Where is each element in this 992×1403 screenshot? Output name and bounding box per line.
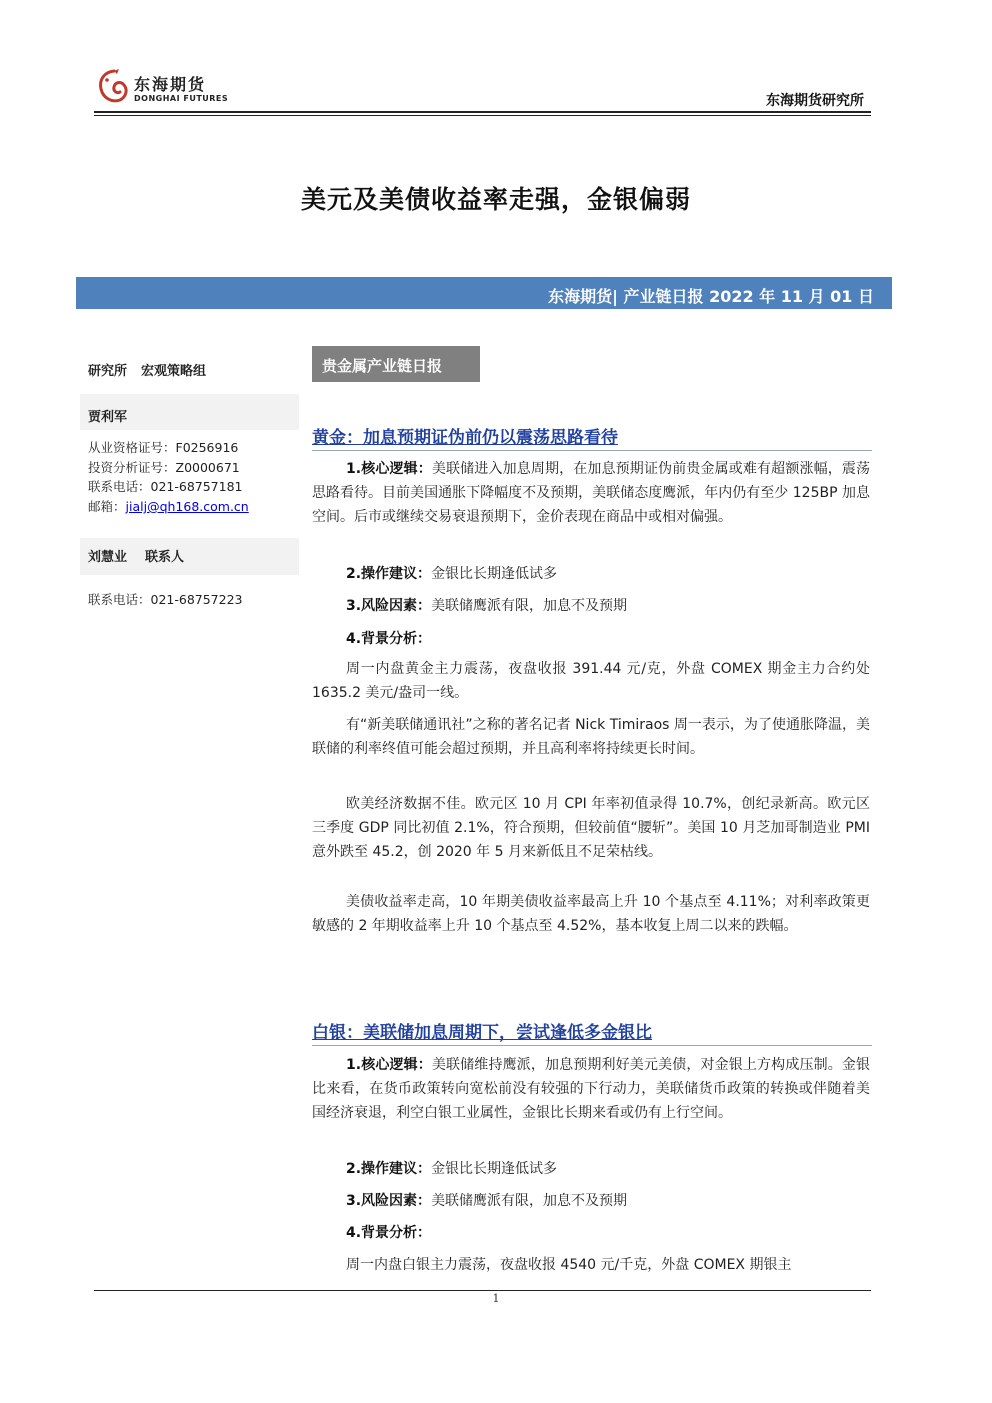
contact-phone: 联系电话：021-68757223 — [88, 592, 243, 607]
footer-divider — [94, 1290, 871, 1291]
silver-core-logic-label: 1.核心逻辑： — [346, 1057, 432, 1073]
silver-background-para-1: 周一内盘白银主力震荡，夜盘收报 4540 元/千克，外盘 COMEX 期银主 — [346, 1257, 792, 1273]
gold-risk-label: 3.风险因素： — [346, 598, 432, 614]
dragon-logo-icon — [96, 68, 132, 106]
analyst-phone: 联系电话：021-68757181 — [88, 479, 243, 494]
silver-risk — [346, 1190, 627, 1210]
analyst-email-row — [88, 497, 249, 515]
banner-text: 东海期货| 产业链日报 2022 年 11 月 01 日 — [548, 287, 874, 306]
company-logo — [96, 66, 236, 110]
gold-core-logic — [312, 457, 870, 529]
silver-section-title: 白银：美联储加息周期下，尝试逢低多金银比 — [312, 1023, 652, 1043]
silver-advice-text: 金银比长期逢低试多 — [431, 1161, 558, 1177]
gold-advice — [346, 563, 557, 583]
logo-text-en: DONGHAI FUTURES — [134, 94, 229, 103]
email-label: 邮箱： — [88, 499, 126, 514]
gold-section-rule — [312, 450, 872, 451]
gold-risk — [346, 595, 627, 615]
gold-background-para-4: 美债收益率走高，10 年期美债收益率最高上升 10 个基点至 4.11%；对利率政策更敏感的 2 年期收益率上升 10 个基点至 4.52%，基本收复上周二以来的跌幅。 — [312, 894, 870, 934]
dept-group: 宏观策略组 — [141, 364, 207, 379]
gold-background-para-2: 有“新美联储通讯社”之称的著名记者 Nick Timiraos 周一表示，为了使通胀降温，美联储的利率终值可能会超过预期，并且高利率将持续更长时间。 — [312, 717, 870, 757]
page-number: 1 — [492, 1292, 500, 1305]
gold-advice-text: 金银比长期逢低试多 — [431, 566, 558, 582]
gold-core-logic-label: 1.核心逻辑： — [346, 461, 432, 477]
gold-core-logic-text: 美联储进入加息周期，在加息预期证伪前贵金属或难有超额涨幅，震荡思路看待。目前美国通胀下降幅度不及预期，美联储态度鹰派，年内仍有至少 125BP 加息空间。后市或继续交易衰退预期下，金价表现在商品中或相对偏强。 — [312, 461, 871, 525]
contact-name: 刘慧业 — [88, 550, 128, 565]
logo-text-cn: 东海期货 — [134, 75, 207, 94]
gold-risk-text: 美联储鹰派有限，加息不及预期 — [431, 598, 628, 614]
silver-risk-text: 美联储鹰派有限，加息不及预期 — [431, 1193, 628, 1209]
gold-advice-label: 2.操作建议： — [346, 566, 432, 582]
section-tag — [312, 346, 480, 382]
report-title: 美元及美债收益率走强，金银偏弱 — [300, 185, 691, 214]
gold-section-title: 黄金：加息预期证伪前仍以震荡思路看待 — [312, 428, 618, 448]
silver-section-rule — [312, 1045, 872, 1046]
header-divider — [94, 111, 871, 113]
email-link[interactable]: jialj@qh168.com.cn — [125, 499, 249, 514]
contact-role: 联系人 — [145, 550, 185, 565]
silver-core-logic-text: 美联储维持鹰派，加息预期利好美元美债，对金银上方构成压制。金银比来看，在货币政策转向宽松前没有较强的下行动力，美联储货币政策的转换或伴随着美国经济衰退，利空白银工业属性，金银比长期来看或仍有上行空间。 — [312, 1057, 871, 1121]
gold-background-para-1: 周一内盘黄金主力震荡，夜盘收报 391.44 元/克，外盘 COMEX 期金主力合约处 1635.2 美元/盎司一线。 — [312, 661, 870, 701]
section-tag-label: 贵金属产业链日报 — [322, 357, 443, 375]
silver-advice-label: 2.操作建议： — [346, 1161, 432, 1177]
institute-name: 东海期货研究所 — [766, 93, 864, 109]
dept-name: 研究所 — [88, 364, 128, 379]
gold-background-para-3: 欧美经济数据不佳。欧元区 10 月 CPI 年率初值录得 10.7%，创纪录新高。欧元区三季度 GDP 同比初值 2.1%，符合预期，但较前值“腰斩”。美国 10 月芝加哥制造业 PMI 意外跌至 45.2，创 2020 年 5 月来新低且不足荣枯线。 — [312, 796, 870, 860]
silver-advice — [346, 1158, 557, 1178]
silver-risk-label: 3.风险因素： — [346, 1193, 432, 1209]
header-divider-thin — [94, 115, 871, 116]
silver-core-logic — [312, 1053, 870, 1125]
report-banner — [76, 277, 892, 309]
analyst-name: 贾利军 — [88, 410, 128, 425]
qualification-number: 从业资格证号：F0256916 — [88, 440, 239, 455]
investment-license-number: 投资分析证号：Z0000671 — [88, 460, 240, 475]
gold-background-label: 4.背景分析： — [346, 631, 432, 647]
department — [88, 360, 220, 379]
silver-background-label: 4.背景分析： — [346, 1225, 432, 1241]
contact-person — [88, 546, 202, 565]
